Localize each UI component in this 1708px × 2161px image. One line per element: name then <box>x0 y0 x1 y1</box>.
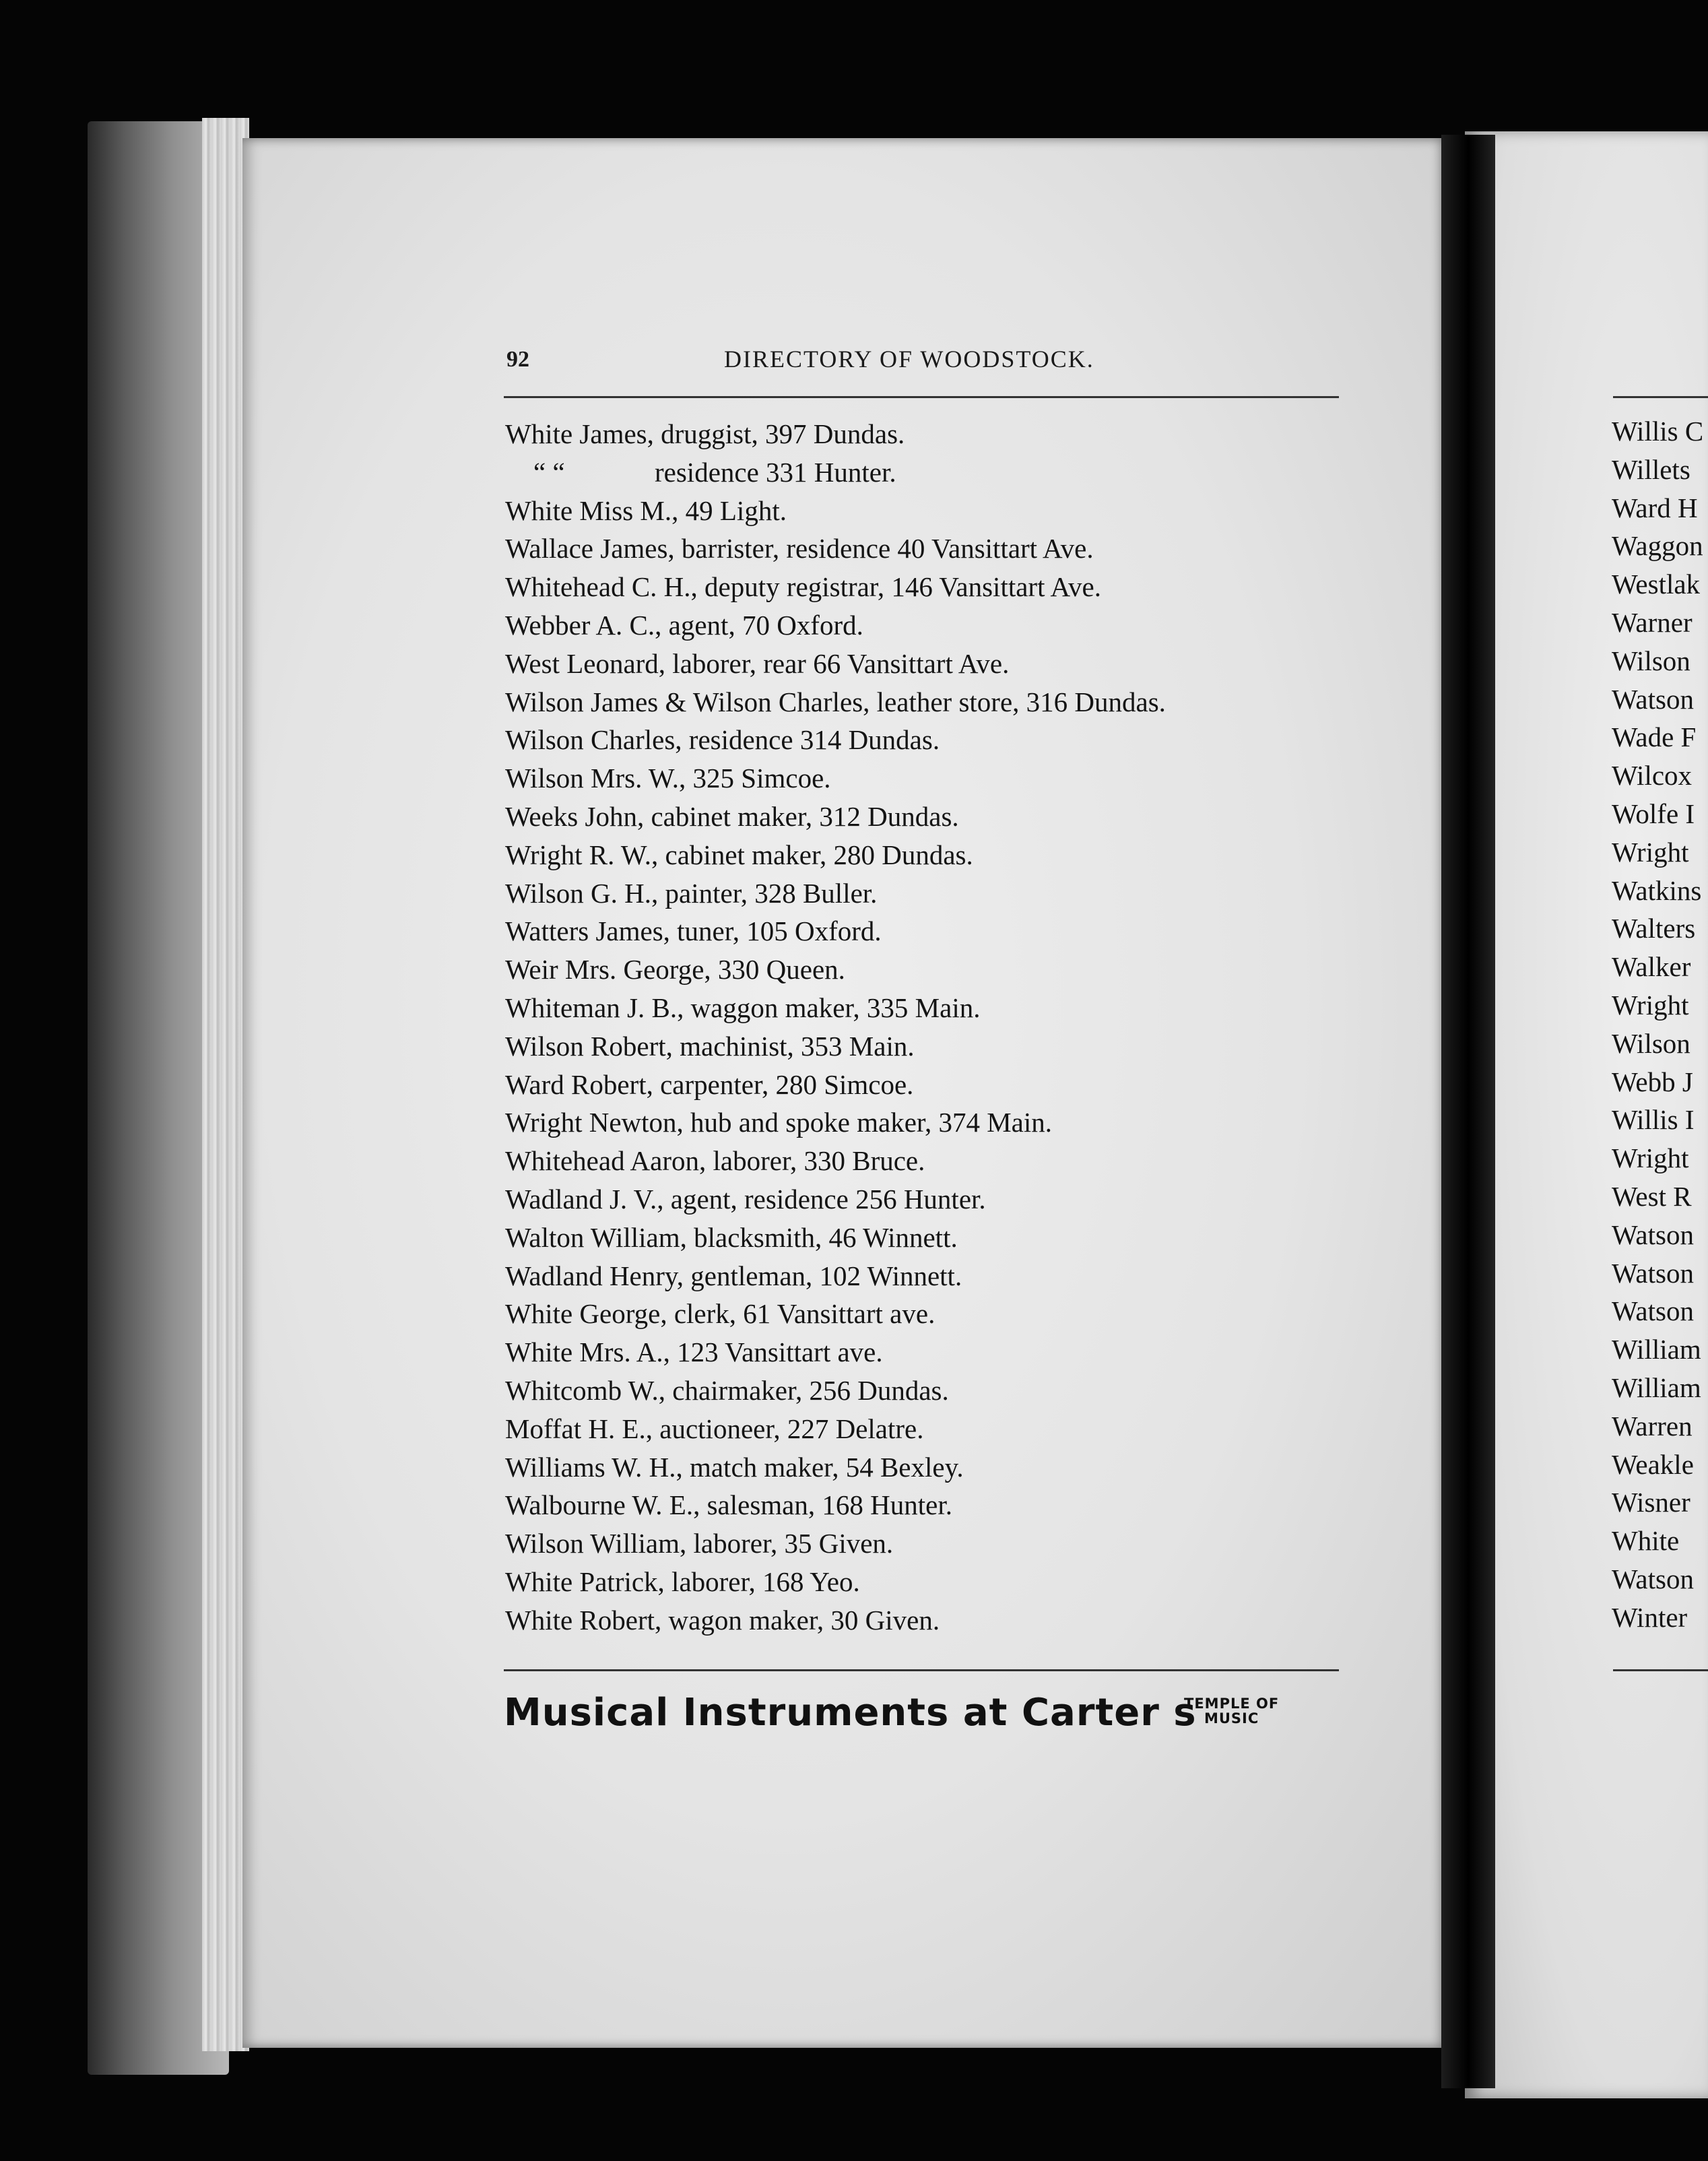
right-entry: Winter <box>1612 1601 1688 1633</box>
directory-entry: West Leonard, laborer, rear 66 Vansittart Ave. <box>505 647 1010 679</box>
directory-entry: Whiteman J. B., waggon maker, 335 Main. <box>505 992 981 1023</box>
right-entry: Watkins <box>1612 874 1702 906</box>
right-entry: Watson <box>1612 1295 1694 1327</box>
directory-entry: Wright Newton, hub and spoke maker, 374 Main. <box>505 1107 1052 1138</box>
book-gutter <box>1441 135 1495 2088</box>
right-entry: Wilson <box>1612 645 1690 676</box>
right-entry: Willets <box>1612 453 1690 485</box>
header-rule <box>504 396 1339 398</box>
directory-entry: Walton William, blacksmith, 46 Winnett. <box>505 1221 958 1253</box>
right-entry: Willis I <box>1612 1104 1695 1136</box>
right-entry: West R <box>1612 1180 1692 1212</box>
directory-entry: Wilson G. H., painter, 328 Buller. <box>505 877 878 909</box>
right-entry: Watson <box>1612 683 1694 715</box>
right-entry: White <box>1612 1525 1680 1557</box>
directory-entry: Whitehead C. H., deputy registrar, 146 Vansittart Ave. <box>505 571 1101 603</box>
right-header-rule <box>1613 396 1708 398</box>
right-entry: Waggon <box>1612 530 1703 562</box>
directory-entry: White James, druggist, 397 Dundas. <box>505 418 905 449</box>
directory-entry: Whitcomb W., chairmaker, 256 Dundas. <box>505 1374 949 1406</box>
directory-entry: Wilson Robert, machinist, 353 Main. <box>505 1030 915 1062</box>
advertisement-tag-line1: TEMPLE OF <box>1184 1696 1280 1712</box>
directory-entry: Wilson Mrs. W., 325 Simcoe. <box>505 763 831 794</box>
ditto-text: residence 331 Hunter. <box>655 456 896 488</box>
right-entry: Wade F <box>1612 721 1697 753</box>
directory-entry: Weeks John, cabinet maker, 312 Dundas. <box>505 800 959 832</box>
page-title: DIRECTORY OF WOODSTOCK. <box>724 346 1094 373</box>
directory-entry: Wallace James, barrister, residence 40 Vansittart Ave. <box>505 533 1094 565</box>
right-entry: Willis C <box>1612 416 1704 447</box>
right-entry: Warren <box>1612 1410 1693 1442</box>
right-entry: Watson <box>1612 1257 1694 1289</box>
directory-entry: Wright R. W., cabinet maker, 280 Dundas. <box>505 839 973 870</box>
directory-entry: Wilson William, laborer, 35 Given. <box>505 1528 894 1559</box>
right-entry: Watson <box>1612 1219 1694 1250</box>
ditto-marks: “ “ <box>533 456 565 488</box>
directory-entry: White Mrs. A., 123 Vansittart ave. <box>505 1336 883 1368</box>
right-entry: Wolfe I <box>1612 798 1695 829</box>
directory-entry: White Patrick, laborer, 168 Yeo. <box>505 1566 860 1597</box>
right-entry: Wisner <box>1612 1487 1690 1518</box>
advertisement-tag <box>1184 1696 1279 1726</box>
directory-entry: Walbourne W. E., salesman, 168 Hunter. <box>505 1489 952 1521</box>
right-entry: Wright <box>1612 1142 1689 1174</box>
right-entry: Warner <box>1612 606 1693 638</box>
right-entry: Webb J <box>1612 1066 1693 1097</box>
directory-entry: Weir Mrs. George, 330 Queen. <box>505 954 845 986</box>
page-number: 92 <box>506 347 529 372</box>
right-entry: Westlak <box>1612 569 1701 600</box>
directory-entry: White Miss M., 49 Light. <box>505 494 787 526</box>
right-entry: Wright <box>1612 989 1689 1021</box>
directory-entry: Wilson James & Wilson Charles, leather store, 316 Dundas. <box>505 686 1166 717</box>
directory-entry-ditto <box>505 453 1166 492</box>
directory-entry: Webber A. C., agent, 70 Oxford. <box>505 609 863 641</box>
right-entry: Walker <box>1612 951 1691 983</box>
directory-entry: White Robert, wagon maker, 30 Given. <box>505 1604 940 1636</box>
footer-rule <box>504 1669 1339 1671</box>
directory-entry: Wadland J. V., agent, residence 256 Hunter. <box>505 1183 986 1215</box>
right-entry: Wright <box>1612 836 1689 868</box>
right-entry: Watson <box>1612 1563 1694 1594</box>
directory-entry: Watters James, tuner, 105 Oxford. <box>505 915 882 947</box>
directory-list <box>505 415 1166 1640</box>
right-entry: Wilson <box>1612 1027 1690 1059</box>
right-entry: Ward H <box>1612 492 1698 523</box>
right-entry: William <box>1612 1334 1701 1365</box>
right-entry: Walters <box>1612 913 1696 944</box>
right-footer-rule <box>1613 1669 1708 1671</box>
directory-entry: White George, clerk, 61 Vansittart ave. <box>505 1298 935 1330</box>
advertisement-text: Musical Instruments at Carter s <box>504 1691 1197 1735</box>
right-entry: Weakle <box>1612 1448 1694 1480</box>
right-entry: William <box>1612 1372 1701 1403</box>
right-entry: Wilcox <box>1612 760 1693 792</box>
directory-entry: Whitehead Aaron, laborer, 330 Bruce. <box>505 1145 925 1177</box>
directory-entry: Williams W. H., match maker, 54 Bexley. <box>505 1451 964 1483</box>
advertisement-tag-line2: MUSIC <box>1204 1710 1259 1727</box>
directory-entry: Wilson Charles, residence 314 Dundas. <box>505 724 940 756</box>
directory-entry: Ward Robert, carpenter, 280 Simcoe. <box>505 1068 914 1100</box>
right-directory-list <box>1612 412 1708 1637</box>
directory-entry: Moffat H. E., auctioneer, 227 Delatre. <box>505 1413 924 1444</box>
directory-entry: Wadland Henry, gentleman, 102 Winnett. <box>505 1260 962 1291</box>
